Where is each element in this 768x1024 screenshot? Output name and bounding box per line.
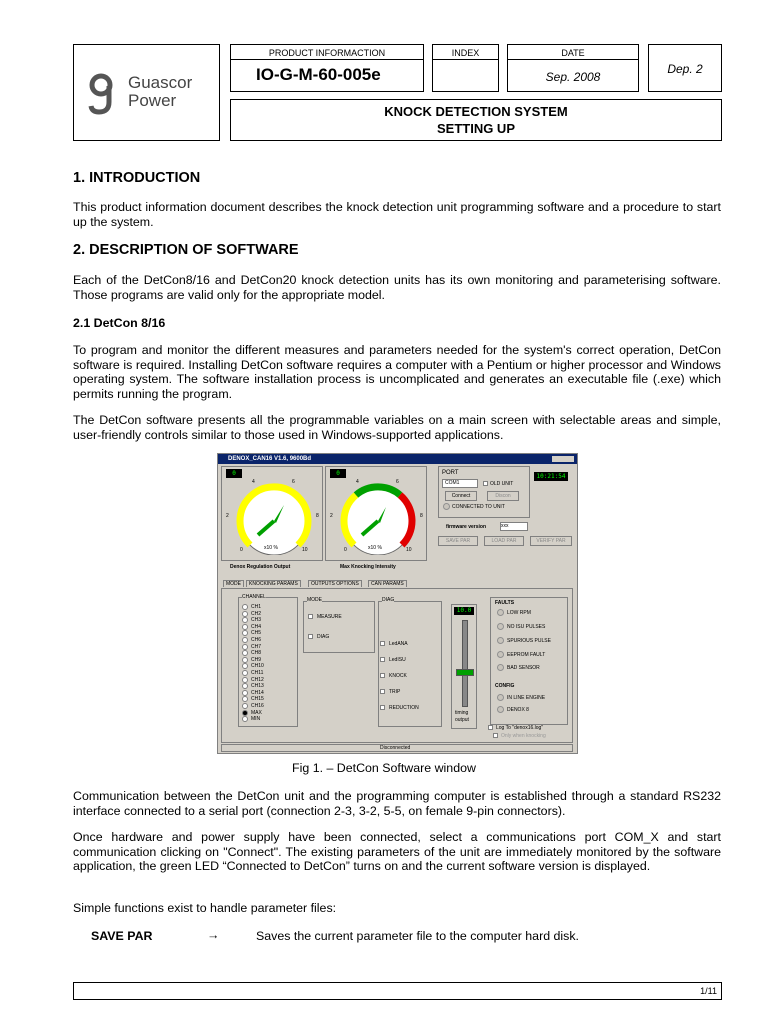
- paragraph-5: Simple functions exist to handle parameter files:: [73, 901, 337, 915]
- paragraph-1: To program and monitor the different measures and parameters needed for the system's correct operation, DetCon software is required. Installing DetCon software requires a computer with a Pentium or higher processor and Windows operating system. The software installation process is uncomplicated and generates an executable file (.exe) which permits running the program.: [73, 343, 721, 401]
- only-knocking-label: Only when knocking: [501, 733, 546, 739]
- channel-radio-ch16[interactable]: [242, 703, 248, 709]
- old-unit-checkbox[interactable]: [483, 481, 488, 486]
- faults-label: FAULTS: [495, 600, 515, 606]
- measure-checkbox[interactable]: [308, 614, 313, 619]
- channel-label-min: MIN: [251, 716, 261, 723]
- arrow-right-icon: →: [207, 928, 220, 942]
- date-cell: [507, 44, 639, 92]
- gauge-2-label: Max Knocking Intensity: [340, 564, 396, 570]
- knock-label: KNOCK: [389, 673, 407, 679]
- gauge-2-tick-0: 0: [344, 547, 347, 553]
- figure-caption: Fig 1. – DetCon Software window: [292, 761, 476, 775]
- channel-radio-ch4[interactable]: [242, 624, 248, 630]
- gauge-1-tick-10: 10: [302, 547, 308, 553]
- load-par-button[interactable]: LOAD PAR: [484, 536, 524, 546]
- measure-label: MEASURE: [317, 614, 342, 620]
- index-label: INDEX: [451, 48, 480, 58]
- tab-knocking-params[interactable]: KNOCKING PARAMS: [246, 580, 301, 587]
- heading-description: 2. DESCRIPTION OF SOFTWARE: [73, 242, 299, 258]
- ledana-checkbox[interactable]: [380, 641, 385, 646]
- firmware-label: firmware version: [446, 524, 487, 530]
- gauge-2-dial: [336, 479, 420, 555]
- channel-label-ch12: CH12: [251, 676, 264, 683]
- gauge-1-readout: 0: [226, 469, 242, 478]
- footer-box: [73, 982, 722, 1000]
- port-label: PORT: [442, 470, 459, 476]
- gauge-2-tick-2: 2: [330, 513, 333, 519]
- port-select[interactable]: COM1: [442, 479, 478, 488]
- reduction-checkbox[interactable]: [380, 705, 385, 710]
- channel-radio-ch12[interactable]: [242, 677, 248, 683]
- reduction-label: REDUCTION: [389, 705, 419, 711]
- channel-label-ch9: CH9: [251, 656, 262, 663]
- gauge-panel-1: [221, 466, 323, 561]
- timing-label: timing: [455, 710, 469, 716]
- doc-title-line1: KNOCK DETECTION SYSTEM: [384, 104, 568, 119]
- gauge-2-unit: x10 %: [368, 545, 382, 551]
- disconnect-button[interactable]: Discon: [487, 491, 519, 501]
- heading-introduction: 1. INTRODUCTION: [73, 170, 201, 186]
- doc-title-cell: [230, 99, 722, 141]
- logo-text-power: Power: [128, 91, 177, 110]
- connected-led-icon: [443, 503, 450, 510]
- fault-spurious: SPURIOUS PULSE: [507, 638, 551, 644]
- timing-slider-track[interactable]: [462, 620, 468, 707]
- fault-led-eeprom-icon: [497, 651, 504, 658]
- channel-label-ch16: CH16: [251, 703, 264, 709]
- channel-label-ch2: CH2: [251, 610, 262, 617]
- gauge-1-dial: [232, 479, 316, 555]
- detcon-software-window: [217, 453, 578, 754]
- channel-label-ch10: CH10: [251, 663, 264, 670]
- output-label: output: [455, 717, 469, 723]
- gauge-2-readout: 0: [330, 469, 346, 478]
- channel-label-ch8: CH8: [251, 650, 262, 657]
- clock-display: 10:21:54: [534, 472, 568, 481]
- date-label: DATE: [561, 48, 585, 58]
- status-text: Disconnected: [380, 745, 411, 751]
- fault-led-bad-sensor-icon: [497, 664, 504, 671]
- ledisu-label: LedISU: [389, 657, 406, 663]
- logo-box: [73, 44, 220, 141]
- gauge-1-tick-0: 0: [240, 547, 243, 553]
- tab-can-params[interactable]: CAN PARAMS: [368, 580, 407, 587]
- window-title-bar: DENOX_CAN16 V1.6, 9600Bd: [218, 454, 577, 464]
- doc-code: IO-G-M-60-005e: [256, 65, 381, 84]
- guascor-logo-icon: [88, 72, 114, 116]
- gauge-2-tick-4: 4: [356, 479, 359, 485]
- verify-par-button[interactable]: VERIFY PAR: [530, 536, 572, 546]
- channel-radio-ch9[interactable]: [242, 657, 248, 663]
- diag-mode-checkbox[interactable]: [308, 634, 313, 639]
- product-info-cell: [230, 44, 424, 92]
- paragraph-4: Once hardware and power supply have been connected, select a communications port COM_X and start communication clicking on "Connect". The existing parameters of the unit are immediately monitored by the software application, the green LED “Connected to DetCon” turns on and the current software version is displayed.: [73, 830, 721, 874]
- trip-checkbox[interactable]: [380, 689, 385, 694]
- tab-outputs-options[interactable]: OUTPUTS OPTIONS: [308, 580, 362, 587]
- dep-value: Dep. 2: [667, 62, 703, 76]
- function-description: Saves the current parameter file to the computer hard disk.: [256, 929, 580, 943]
- gauge-2-tick-8: 8: [420, 513, 423, 519]
- date-value: Sep. 2008: [545, 70, 601, 84]
- gauge-1-tick-4: 4: [252, 479, 255, 485]
- channel-radio-max[interactable]: [242, 710, 248, 716]
- channel-label-ch15: CH15: [251, 696, 264, 703]
- channel-radio-ch11[interactable]: [242, 670, 248, 676]
- mode-label: MODE: [307, 597, 322, 603]
- channel-label-ch5: CH5: [251, 630, 262, 637]
- channel-label: CHANNEL: [242, 594, 266, 600]
- connected-label: CONNECTED TO UNIT: [452, 504, 505, 510]
- channel-label-ch7: CH7: [251, 643, 262, 650]
- channel-label-ch11: CH11: [251, 670, 264, 676]
- timing-slider-handle[interactable]: [456, 669, 474, 676]
- log-checkbox[interactable]: [488, 725, 493, 730]
- fault-bad-sensor: BAD SENSOR: [507, 665, 540, 671]
- fault-led-spurious-icon: [497, 637, 504, 644]
- gauge-1-tick-2: 2: [226, 513, 229, 519]
- page-number: 1/11: [700, 986, 717, 996]
- channel-radio-ch7[interactable]: [242, 644, 248, 650]
- paragraph-2: The DetCon software presents all the programmable variables on a main screen with selectable areas and simple, user-friendly controls similar to those used in Windows-supported applications.: [73, 413, 721, 442]
- trip-label: TRIP: [389, 689, 401, 695]
- ledisu-checkbox[interactable]: [380, 657, 385, 662]
- diag-label: DIAG: [382, 597, 395, 603]
- channel-label-ch3: CH3: [251, 617, 262, 624]
- channel-radio-ch6[interactable]: [242, 637, 248, 643]
- intro-paragraph: This product information document describes the knock detection unit programming software and a procedure to start up the system.: [73, 200, 721, 229]
- doc-title-line2: SETTING UP: [436, 121, 515, 136]
- channel-label-ch6: CH6: [251, 637, 262, 643]
- gauge-1-tick-8: 8: [316, 513, 319, 519]
- log-label: Log To "denox16.log": [496, 725, 544, 731]
- config-label: CONFIG: [495, 683, 515, 689]
- config-led-denox-icon: [497, 706, 504, 713]
- fault-low-rpm: LOW RPM: [507, 610, 531, 616]
- config-denox: DENOX 8: [507, 707, 529, 713]
- product-info-label: PRODUCT INFORMACTION: [268, 48, 386, 58]
- ledana-label: LedANA: [389, 641, 408, 647]
- channel-label-ch4: CH4: [251, 623, 262, 630]
- channel-label-ch1: CH1: [251, 604, 262, 610]
- old-unit-label: OLD UNIT: [490, 481, 514, 487]
- channel-label-max: MAX: [251, 709, 262, 716]
- paragraph-3: Communication between the DetCon unit and the programming computer is established through a standard RS232 interface connected to a serial port (connection 2-3, 3-2, 5-5, on female 9-pin connectors).: [73, 789, 721, 818]
- dep-cell: [648, 44, 722, 92]
- subheading-detcon: 2.1 DetCon 8/16: [73, 316, 166, 330]
- fault-no-isu: NO ISU PULSES: [507, 624, 546, 630]
- channel-radio-ch2[interactable]: [242, 611, 248, 617]
- tab-mode[interactable]: MODE: [223, 580, 244, 587]
- channel-label-ch14: CH14: [251, 689, 264, 696]
- fault-led-low-rpm-icon: [497, 609, 504, 616]
- function-name: SAVE PAR: [91, 929, 153, 943]
- gauge-2-tick-6: 6: [396, 479, 399, 485]
- config-led-inline-icon: [497, 694, 504, 701]
- config-inline: IN LINE ENGINE: [507, 695, 546, 701]
- window-controls: [552, 456, 574, 462]
- channel-radio-ch14[interactable]: [242, 690, 248, 696]
- only-knocking-checkbox[interactable]: [493, 733, 498, 738]
- fault-eeprom: EEPROM FAULT: [507, 652, 546, 658]
- connect-button[interactable]: Connect: [445, 491, 477, 501]
- gauge-1-tick-6: 6: [292, 479, 295, 485]
- save-par-button[interactable]: SAVE PAR: [438, 536, 478, 546]
- description-paragraph: Each of the DetCon8/16 and DetCon20 knock detection units has its own monitoring and parameterising software. Those programs are valid only for the appropriate model.: [73, 273, 721, 302]
- gauge-1-label: Denox Regulation Output: [230, 564, 291, 570]
- firmware-field: xxx: [500, 522, 528, 531]
- channel-radio-ch1[interactable]: [242, 604, 248, 610]
- diag-mode-label: DIAG: [317, 634, 330, 640]
- fault-led-no-isu-icon: [497, 623, 504, 630]
- knock-checkbox[interactable]: [380, 673, 385, 678]
- gauge-panel-2: [325, 466, 427, 561]
- logo-text-guascor: Guascor: [128, 73, 193, 92]
- gauge-2-tick-10: 10: [406, 547, 412, 553]
- index-cell: [432, 44, 499, 92]
- port-panel: [438, 466, 530, 518]
- timing-readout: 10.0: [454, 607, 474, 615]
- channel-label-ch13: CH13: [251, 683, 264, 690]
- gauge-1-unit: x10 %: [264, 545, 278, 551]
- mode-group: [303, 601, 375, 653]
